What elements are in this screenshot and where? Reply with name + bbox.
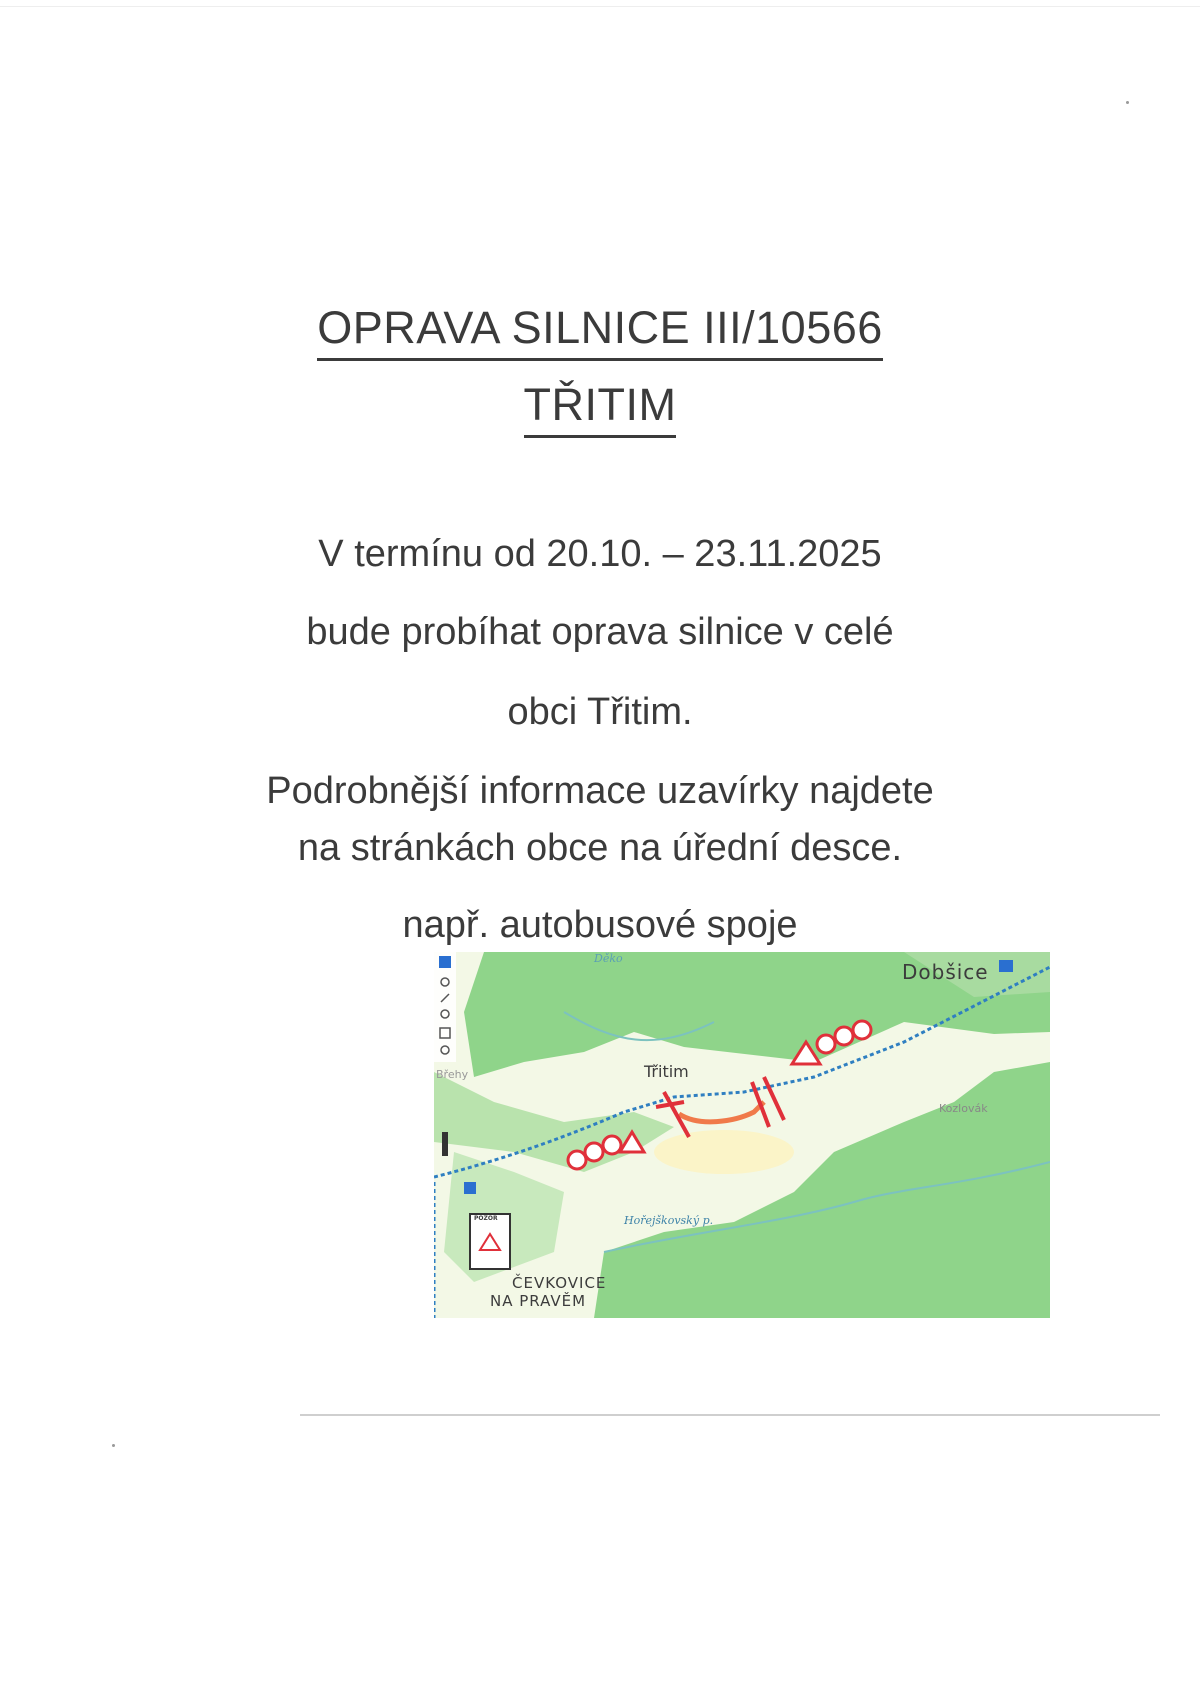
map-toolbar (434, 952, 456, 1062)
official-board-line: na stránkách obce na úřední desce. (297, 827, 903, 869)
village-line: obci Třitim. (507, 691, 693, 733)
repair-info-line: bude probíhat oprava silnice v celé (306, 611, 894, 653)
scan-speck (1126, 101, 1129, 104)
bus-stop-icon-west (464, 1182, 476, 1194)
label-brehy: Břehy (436, 1068, 469, 1081)
label-stream: Hořejškovský p. (624, 1214, 714, 1227)
bus-stop-icon-dobsice (999, 960, 1013, 972)
label-deko: Děko (594, 952, 623, 965)
closure-map (434, 952, 1050, 1318)
date-range-line: V termínu od 20.10. – 23.11.2025 (318, 533, 882, 575)
notice-title-village (0, 379, 1200, 438)
label-cevkovice: ČEVKOVICE (512, 1274, 607, 1292)
label-kozlovak: Kozlovák (939, 1102, 988, 1115)
notice-title-line1: OPRAVA SILNICE III/10566 (317, 305, 883, 361)
label-dobsice: Dobšice (902, 960, 989, 984)
road-marker-icon (442, 1132, 448, 1156)
bus-line: např. autobusové spoje (402, 904, 798, 946)
scan-speck (112, 1444, 115, 1447)
label-pozor: POZOR (474, 1215, 498, 1222)
label-na-pravem: NA PRAVĚM (490, 1292, 587, 1310)
label-tritim: Třitim (644, 1062, 689, 1081)
notice-title (0, 302, 1200, 361)
village-area (654, 1130, 794, 1174)
scan-edge (0, 6, 1200, 7)
closure-map-graphic (434, 952, 1050, 1318)
scan-bottom-rule (300, 1414, 1160, 1416)
notice-title-line2: TŘITIM (524, 382, 677, 438)
details-line: Podrobnější informace uzavírky najdete (266, 770, 934, 812)
pozor-warning-sign (470, 1214, 510, 1269)
